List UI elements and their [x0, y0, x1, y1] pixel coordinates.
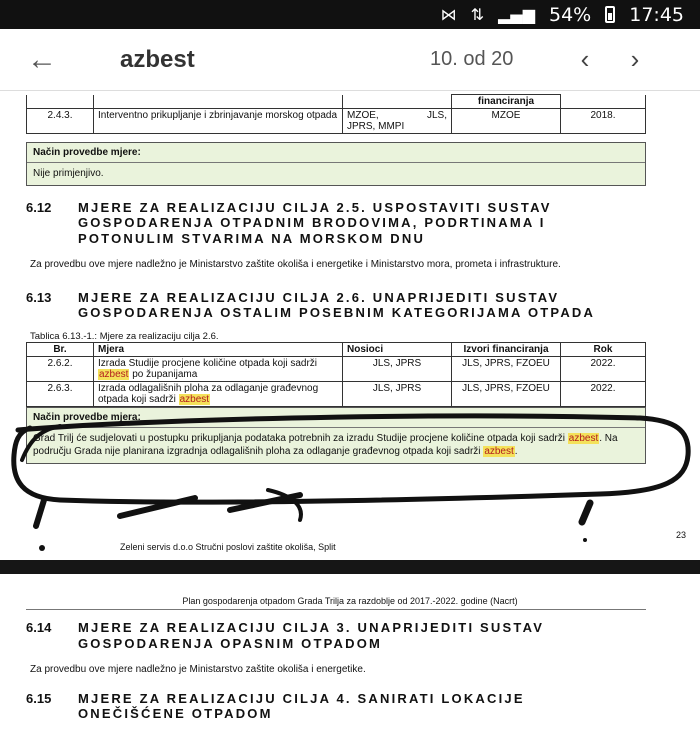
section-heading-6-15: 6.15 MJERE ZA REALIZACIJU CILJA 4. SANIRATI LOKACIJE ONEČIŠĆENE OTPADOM — [26, 690, 525, 722]
col-header: Nosioci — [343, 342, 452, 356]
section-heading-6-14: 6.14 MJERE ZA REALIZACIJU CILJA 3. UNAPRIJEDITI SUSTAV GOSPODARENJA OPASNIM OTPADOM — [26, 620, 545, 651]
data-icon: ⇅ — [470, 5, 485, 24]
search-highlight: azbest — [568, 432, 599, 444]
page-header: Plan gospodarenja otpadom Grada Trilja za razdoblje od 2017.-2022. godine (Nacrt) — [182, 596, 518, 606]
table-header-cell: financiranja — [452, 95, 561, 109]
header-rule — [26, 609, 646, 610]
box-text: Grad Trilj će sudjelovati u postupku prikupljanja podataka potrebnih za izradu Studije procjene količine otpada koji sadrži azbest. Na području Grada nije planirana izgradnja odlagališnih ploha za odlaganje građevnog otpada koji sadrži azbest. — [33, 432, 618, 458]
mute-icon: ⋈ — [440, 5, 457, 24]
previous-match-button[interactable]: ‹ — [580, 44, 590, 74]
table-caption: Tablica 6.13.-1.: Mjere za realizaciju cilja 2.6. — [30, 330, 219, 342]
col-header: Rok — [561, 342, 646, 356]
paragraph-6-12: Za provedbu ove mjere nadležno je Ministarstvo zaštite okoliša i energetike i Ministarstvo mora, prometa i infrastrukture. — [30, 259, 561, 271]
page-number: 23 — [676, 530, 687, 540]
implementation-box-2 — [26, 407, 646, 464]
box-text: Nije primjenjivo. — [33, 168, 104, 179]
next-match-button[interactable]: › — [630, 44, 640, 74]
box-title: Način provedbe mjere: — [27, 143, 645, 163]
box-title: Način provedbe mjera: — [27, 408, 645, 428]
measures-table — [26, 342, 646, 407]
section-heading-6-12: 6.12 MJERE ZA REALIZACIJU CILJA 2.5. USPOSTAVITI SUSTAV GOSPODARENJA OTPADNIM BRODOVIMA, PODRTINAMA I POTONULIM STVARIMA NA MORSKOM DNU — [26, 199, 552, 246]
top-table — [26, 94, 646, 134]
document-page-24[interactable] — [10, 574, 690, 732]
implementation-box-1 — [26, 142, 646, 186]
find-in-page-bar — [0, 29, 700, 91]
search-highlight: azbest — [99, 368, 129, 380]
battery-icon — [605, 6, 615, 23]
search-highlight: azbest — [484, 446, 514, 458]
search-query[interactable]: azbest — [120, 45, 195, 73]
paragraph-6-14: Za provedbu ove mjere nadležno je Ministarstvo zaštite okoliša i energetike. — [30, 664, 366, 676]
clock: 17:45 — [629, 3, 684, 26]
status-bar — [0, 0, 700, 29]
back-arrow-icon[interactable]: ← — [27, 42, 57, 76]
match-counter: 10. od 20 — [430, 48, 514, 70]
battery-percent: 54% — [549, 3, 592, 26]
col-header: Br. — [27, 342, 94, 356]
table-row: 2.6.2. Izrada Studije procjene količine otpada koji sadrži azbest po županijama JLS, JPRS JLS, JPRS, FZOEU 2022. — [27, 356, 646, 381]
search-highlight: azbest — [179, 393, 210, 405]
section-heading-6-13: 6.13 MJERE ZA REALIZACIJU CILJA 2.6. UNAPRIJEDITI SUSTAV GOSPODARENJA OSTALIM POSEBNIM KATEGORIJAMA OTPADA — [26, 289, 596, 321]
document-page-23[interactable] — [10, 92, 690, 554]
page-footer: Zeleni servis d.o.o Stručni poslovi zaštite okoliša, Split — [120, 542, 336, 552]
page-divider — [0, 560, 700, 574]
signal-icon: ▂▄▆ — [498, 5, 535, 24]
col-header: Izvori financiranja — [452, 342, 561, 356]
table-row: 2.4.3. Interventno prikupljanje i zbrinjavanje morskog otpada MZOE, JLS, JPRS, MMPI MZOE 2018. — [27, 109, 646, 134]
col-header: Mjera — [94, 342, 343, 356]
table-row: 2.6.3. Izrada odlagališnih ploha za odlaganje građevnog otpada koji sadrži azbest JLS, JPRS JLS, JPRS, FZOEU 2022. — [27, 381, 646, 406]
